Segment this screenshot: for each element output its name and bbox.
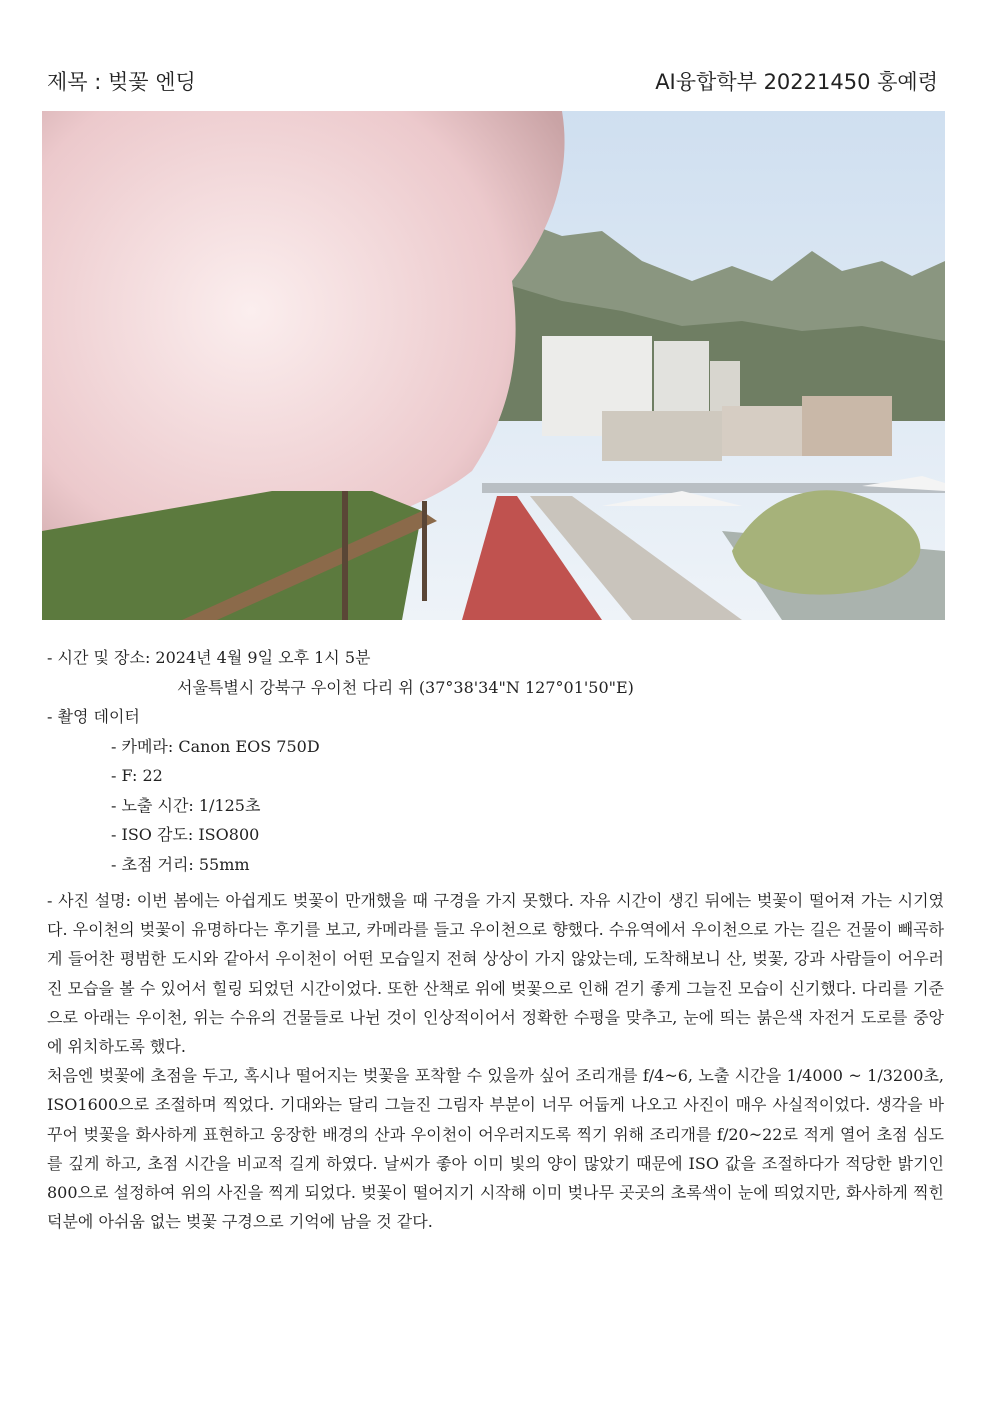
shooting-data-label: - 촬영 데이터 (47, 707, 140, 726)
building-low (602, 411, 722, 461)
tree-trunk (342, 491, 348, 620)
place-line: 서울특별시 강북구 우이천 다리 위 (37°38'34"N 127°01'50"E) (177, 677, 634, 697)
camera-line: - 카메라: Canon EOS 750D (111, 736, 320, 756)
document-title: 제목 : 벚꽃 엔딩 (47, 70, 196, 94)
building-mid (722, 406, 802, 456)
description-paragraph-1: - 사진 설명: 이번 봄에는 아쉽게도 벚꽃이 만개했을 때 구경을 가지 못했다. 자유 시간이 생긴 뒤에는 벚꽃이 떨어져 가는 시기였다. 우이천의 벚꽃이 유명하다는 후기를 보고, 카메라를 들고 우이천으로 향했다. 수유역에서 우이천으로 가는 길은 건물이 빼곡하게 들어찬 평범한 도시와 같아서 우이천이 어떤 모습일지 전혀 상상이 가지 않았는데, 도착해보니 산, 벚꽃, 강과 사람들이 어우러진 모습을 볼 수 있어서 힐링 되었던 시간이었다. 또한 산책로 위에 벚꽃으로 인해 걷기 좋게 그늘진 모습이 신기했다. 다리를 기준으로 아래는 우이천, 위는 수유의 건물들로 나뉜 것이 인상적이어서 정확한 수평을 맞추고, 눈에 띄는 붉은색 자전거 도로를 중앙에 위치하도록 했다. (47, 891, 944, 1057)
exposure-line: - 노출 시간: 1/125초 (111, 795, 261, 815)
description-paragraph-2: 처음엔 벚꽃에 초점을 두고, 혹시나 떨어지는 벚꽃을 포착할 수 있을까 싶어 조리개를 f/4~6, 노출 시간을 1/4000 ~ 1/3200초, ISO1600으로 조절하며 찍었다. 기대와는 달리 그늘진 그림자 부분이 너무 어둡게 나오고 사진이 매우 사실적이었다. 생각을 바꾸어 벚꽃을 화사하게 표현하고 웅장한 배경의 산과 우이천이 어우러지도록 찍기 위해 조리개를 f/20~22로 적게 열어 초점 심도를 깊게 하고, 초점 시간을 비교적 길게 하였다. 날씨가 좋아 이미 빛의 양이 많았기 때문에 ISO 값을 조절하다가 적당한 밝기인 800으로 설정하여 위의 사진을 찍게 되었다. 벚꽃이 떨어지기 시작해 이미 벚나무 곳곳의 초록색이 눈에 띄었지만, 화사하게 찍힌 덕분에 아쉬움 없는 벚꽃 구경으로 기억에 남을 것 같다. (47, 1066, 944, 1232)
cherry-blossom-photo (42, 111, 945, 620)
photo-illustration (42, 111, 945, 620)
tree-trunk-2 (422, 501, 427, 601)
focal-line: - 초점 거리: 55mm (111, 854, 250, 874)
photo-description (47, 886, 944, 1236)
author-info: AI융합학부 20221450 홍예령 (655, 70, 938, 94)
building-right (802, 396, 892, 456)
fstop-line: - F: 22 (111, 766, 163, 785)
photo-metadata (47, 643, 947, 879)
time-place-label: - 시간 및 장소: 2024년 4월 9일 오후 1시 5분 (47, 648, 371, 667)
page-header (47, 66, 938, 100)
iso-line: - ISO 감도: ISO800 (111, 825, 260, 844)
